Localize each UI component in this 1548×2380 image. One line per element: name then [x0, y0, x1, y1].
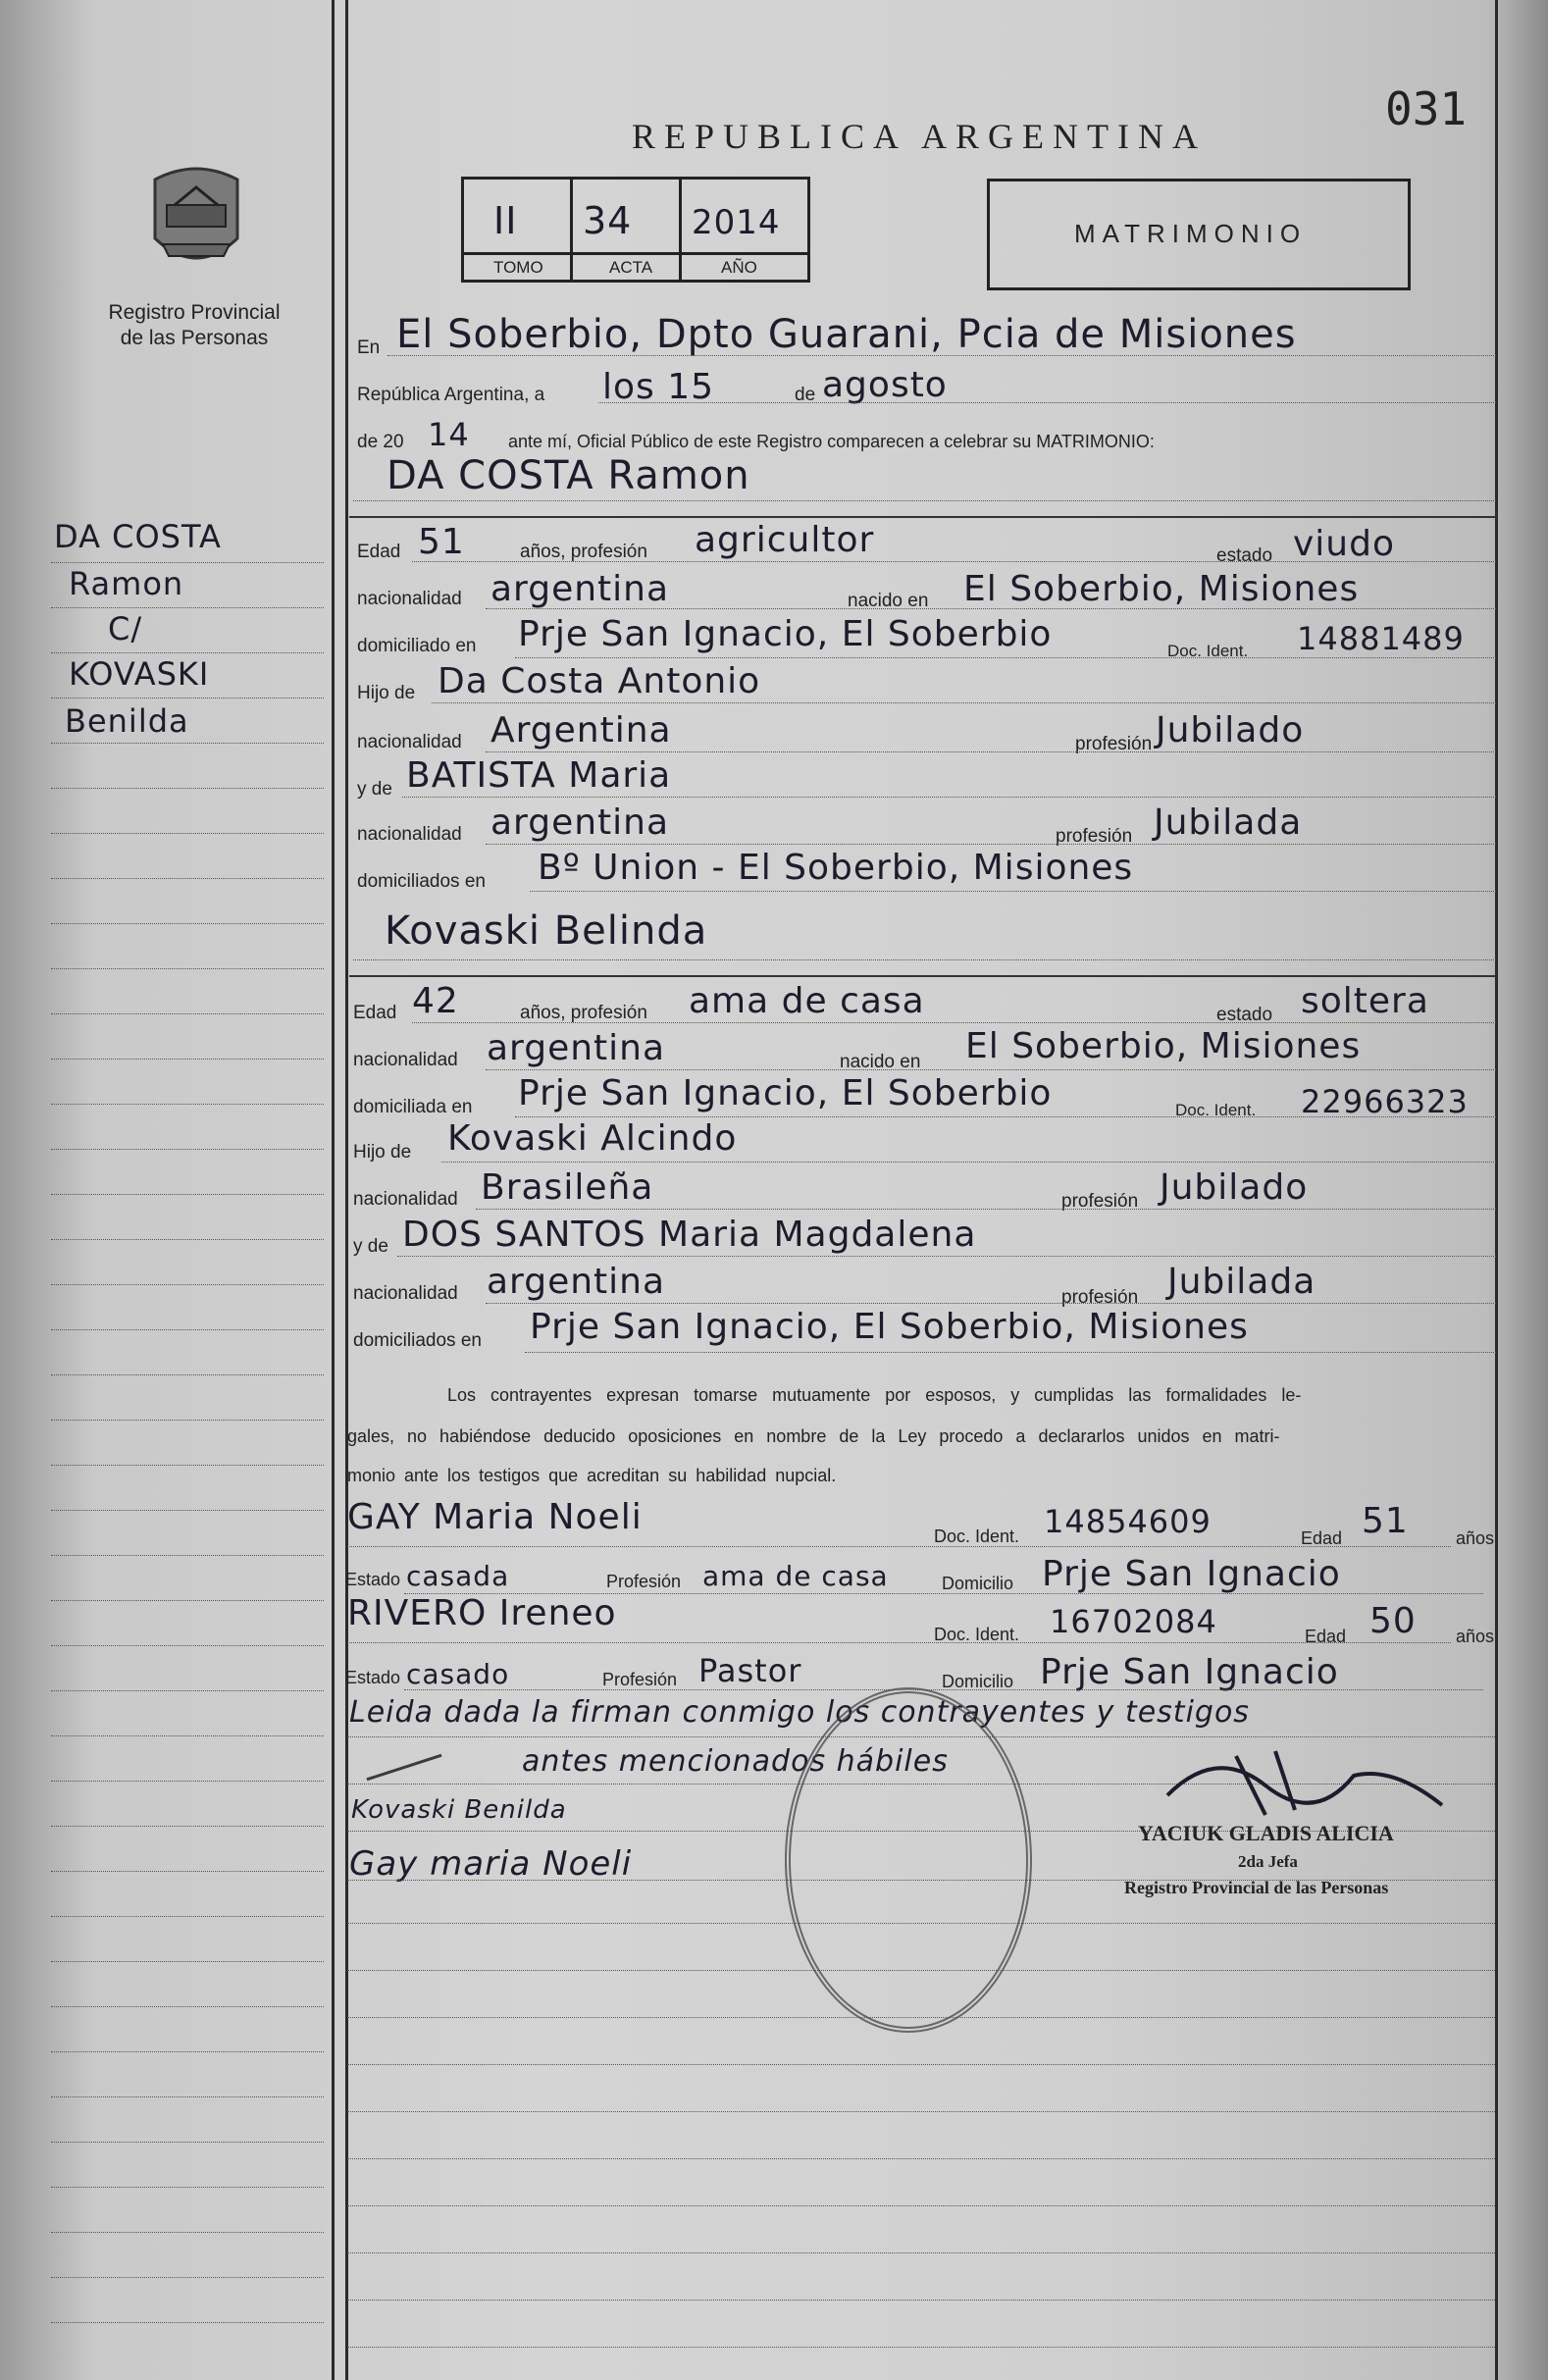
bride-nacido-label: nacido en: [840, 1052, 921, 1072]
official-role: 2da Jefa: [1238, 1852, 1298, 1871]
margin-note-line2: Ramon: [69, 565, 184, 602]
groom-nacionalidad: argentina: [490, 569, 670, 609]
bride-dom-label: domiciliada en: [353, 1097, 473, 1117]
margin-note-line5: Benilda: [65, 702, 189, 740]
groom-madre-nac: argentina: [490, 802, 670, 843]
bride-profesion: ama de casa: [689, 981, 925, 1021]
groom-estado: viudo: [1293, 524, 1395, 564]
bride-padre-nac: Brasileña: [481, 1167, 654, 1208]
official-signature: [1158, 1736, 1452, 1825]
witness2-dom-label: Domicilio: [942, 1672, 1014, 1691]
year-suffix: 14: [428, 416, 470, 453]
bride-edad-label: Edad: [353, 1003, 397, 1023]
bride-padres-dom-label: domiciliados en: [353, 1330, 482, 1351]
margin-rule-2: [345, 0, 348, 2380]
witness1-estado: casada: [406, 1560, 510, 1592]
anio-label: AÑO: [721, 258, 757, 277]
day-value: los 15: [602, 367, 715, 407]
witness1-edad: 51: [1362, 1501, 1409, 1541]
republica-label: República Argentina, a: [357, 385, 545, 405]
bride-name: Kovaski Belinda: [385, 908, 708, 954]
witness2-edad-label: Edad: [1305, 1627, 1347, 1646]
groom-padres-dom: Bº Union - El Soberbio, Misiones: [538, 848, 1134, 888]
witness2-estado: casado: [406, 1658, 510, 1690]
witness2-doc: 16702084: [1050, 1603, 1217, 1640]
witness1-doc: 14854609: [1044, 1503, 1212, 1540]
en-label: En: [357, 337, 381, 358]
groom-edad: 51: [418, 522, 465, 562]
witness1-dom-label: Domicilio: [942, 1574, 1014, 1593]
witness2-prof-label: Profesión: [602, 1670, 678, 1689]
bride-padre-prof-label: profesión: [1061, 1191, 1139, 1212]
declaration-line3: monio ante los testigos que acreditan su habilidad nupcial.: [347, 1466, 837, 1485]
registry-name: Registro Provincial de las Personas: [108, 301, 281, 349]
groom-doc-label: Doc. Ident.: [1167, 642, 1249, 660]
bride-estado-label: estado: [1216, 1005, 1273, 1025]
year-prefix: de 20: [357, 432, 404, 452]
margin-note-line1: DA COSTA: [54, 518, 222, 555]
groom-padre: Da Costa Antonio: [438, 661, 761, 701]
closing-note-line2: antes mencionados hábiles: [522, 1744, 949, 1779]
country-heading: REPUBLICA ARGENTINA: [632, 117, 1208, 156]
groom-padre-nac: Argentina: [490, 710, 672, 750]
bride-estado: soltera: [1301, 981, 1429, 1021]
witness1-domicilio: Prje San Ignacio: [1042, 1554, 1341, 1594]
month-value: agosto: [822, 365, 948, 405]
groom-edad-label: Edad: [357, 542, 401, 562]
groom-name: DA COSTA Ramon: [387, 453, 750, 498]
registry-logo: [145, 162, 247, 278]
margin-note-line4: KOVASKI: [69, 655, 210, 693]
witness2-name: RIVERO Ireneo: [347, 1593, 617, 1633]
groom-madre-prof: Jubilada: [1154, 802, 1303, 843]
groom-padre-label: Hijo de: [357, 683, 416, 703]
witness-signature: Gay maria Noeli: [349, 1844, 633, 1884]
groom-nacido: El Soberbio, Misiones: [963, 569, 1360, 609]
groom-padre-prof-label: profesión: [1075, 734, 1153, 754]
bride-signature: Kovaski Benilda: [351, 1795, 567, 1825]
groom-doc: 14881489: [1297, 620, 1465, 657]
bride-nacido: El Soberbio, Misiones: [965, 1026, 1362, 1066]
groom-padre-nac-label: nacionalidad: [357, 732, 462, 752]
bride-madre-prof: Jubilada: [1167, 1262, 1316, 1302]
groom-anos-label: años, profesión: [520, 542, 647, 562]
acta-value: 34: [583, 199, 633, 242]
witness1-name: GAY Maria Noeli: [347, 1497, 643, 1537]
page-number: 031: [1385, 82, 1468, 135]
witness1-anos-label: años: [1456, 1528, 1495, 1548]
groom-nacido-label: nacido en: [848, 591, 929, 611]
groom-profesion: agricultor: [695, 520, 875, 560]
groom-nac-label: nacionalidad: [357, 589, 462, 609]
tomo-label: TOMO: [493, 258, 543, 277]
groom-padre-prof: Jubilado: [1156, 710, 1305, 750]
witness1-estado-label: Estado: [345, 1570, 401, 1589]
groom-madre-nac-label: nacionalidad: [357, 824, 462, 845]
official-seal-stamp: [785, 1687, 1032, 2033]
act-type-label: MATRIMONIO: [1074, 219, 1308, 248]
initial-signature: [366, 1754, 441, 1782]
closing-note-line1: Leida dada la firman conmigo los contrayentes y testigos: [349, 1695, 1250, 1730]
bride-padre-nac-label: nacionalidad: [353, 1189, 458, 1210]
bride-padre-prof: Jubilado: [1160, 1167, 1309, 1208]
bride-doc-label: Doc. Ident.: [1175, 1101, 1257, 1119]
bride-padre: Kovaski Alcindo: [447, 1118, 738, 1159]
anio-value: 2014: [692, 203, 781, 242]
intro-closing: ante mí, Oficial Público de este Registro comparecen a celebrar su MATRIMONIO:: [508, 432, 1155, 451]
tomo-value: II: [493, 199, 518, 242]
de-label: de: [795, 385, 816, 405]
bride-anos-label: años, profesión: [520, 1003, 647, 1023]
margin-note-line3: C/: [108, 610, 143, 647]
bride-madre: DOS SANTOS Maria Magdalena: [402, 1215, 977, 1255]
groom-madre: BATISTA Maria: [406, 755, 672, 796]
groom-estado-label: estado: [1216, 545, 1273, 566]
bride-madre-label: y de: [353, 1236, 388, 1257]
groom-madre-prof-label: profesión: [1056, 826, 1133, 847]
act-type-box: [987, 179, 1411, 290]
bride-madre-nac-label: nacionalidad: [353, 1283, 458, 1304]
official-name: YACIUK GLADIS ALICIA: [1138, 1821, 1394, 1845]
bride-nacionalidad: argentina: [487, 1028, 666, 1068]
groom-domicilio: Prje San Ignacio, El Soberbio: [518, 614, 1053, 654]
acta-label: ACTA: [609, 258, 653, 277]
margin-rule: [332, 0, 335, 2380]
witness1-doc-label: Doc. Ident.: [934, 1526, 1020, 1546]
official-office: Registro Provincial de las Personas: [1124, 1878, 1389, 1897]
witness2-edad: 50: [1369, 1601, 1417, 1641]
witness2-profesion: Pastor: [698, 1652, 802, 1689]
groom-dom-label: domiciliado en: [357, 636, 477, 656]
right-rule: [1495, 0, 1498, 2380]
witness1-edad-label: Edad: [1301, 1528, 1343, 1548]
place-value: El Soberbio, Dpto Guarani, Pcia de Misiones: [396, 312, 1297, 357]
witness2-doc-label: Doc. Ident.: [934, 1625, 1020, 1644]
bride-madre-prof-label: profesión: [1061, 1287, 1139, 1308]
witness2-anos-label: años: [1456, 1627, 1495, 1646]
bride-edad: 42: [412, 981, 459, 1021]
bride-madre-nac: argentina: [487, 1262, 666, 1302]
bride-padre-label: Hijo de: [353, 1142, 412, 1163]
bride-nac-label: nacionalidad: [353, 1050, 458, 1070]
witness1-profesion: ama de casa: [702, 1560, 889, 1592]
groom-madre-label: y de: [357, 779, 392, 800]
groom-padres-dom-label: domiciliados en: [357, 871, 486, 892]
bride-padres-dom: Prje San Ignacio, El Soberbio, Misiones: [530, 1307, 1249, 1347]
declaration-line1: Los contrayentes expresan tomarse mutuamente por esposos, y cumplidas las formalidades le-: [447, 1385, 1302, 1405]
bride-domicilio: Prje San Ignacio, El Soberbio: [518, 1073, 1053, 1113]
bride-doc: 22966323: [1301, 1083, 1469, 1120]
witness2-domicilio: Prje San Ignacio: [1040, 1652, 1339, 1692]
declaration-line2: gales, no habiéndose deducido oposiciones en nombre de la Ley procedo a declararlos unidos en matri-: [347, 1426, 1280, 1446]
tomo-acta-box: [461, 177, 810, 283]
witness2-estado-label: Estado: [345, 1668, 401, 1687]
witness1-prof-label: Profesión: [606, 1572, 682, 1591]
